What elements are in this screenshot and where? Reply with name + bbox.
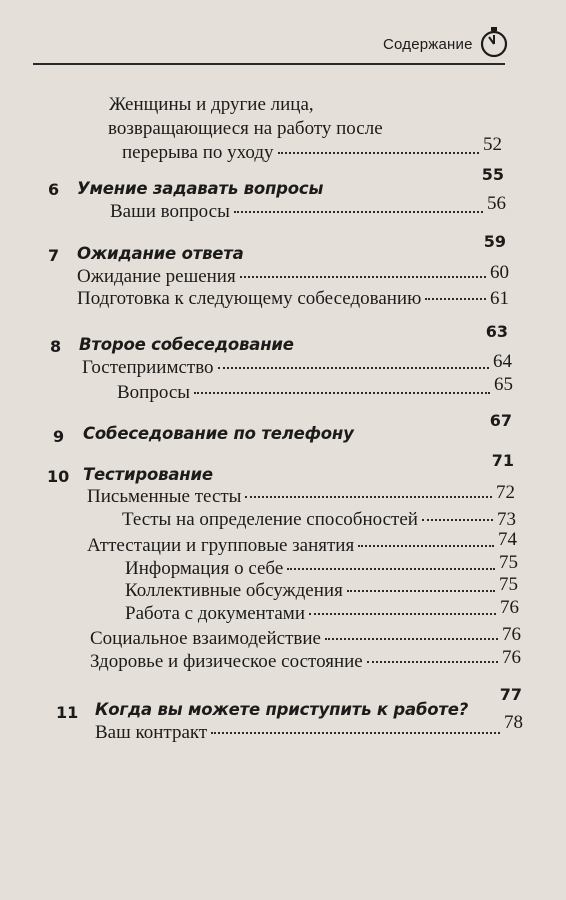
toc-entry: [87, 529, 517, 557]
chapter-title: Второе собеседование: [79, 335, 294, 354]
toc-entry-text: Работа с документами: [125, 603, 305, 624]
toc-entry-text: Информация о себе: [125, 558, 284, 579]
toc-entry-text: Вопросы: [117, 382, 191, 403]
toc-entry-text: Гостеприимство: [82, 357, 214, 378]
chapter-page-number: 55: [481, 165, 504, 184]
toc-entry-text: возвращающиеся на работу после: [108, 118, 383, 139]
toc-leader-dots: [425, 298, 486, 300]
toc-entry-text: Ваш контракт: [95, 722, 208, 743]
toc-page-number: 65: [494, 374, 513, 395]
toc-entry-text: Подготовка к следующему собеседованию: [77, 288, 422, 309]
toc-entry: [125, 597, 519, 625]
chapter-number: 10: [47, 467, 70, 486]
toc-entry-text: Ожидание решения: [77, 266, 236, 287]
chapter-title: Тестирование: [83, 465, 213, 484]
toc-page-number: 76: [500, 597, 519, 618]
toc-leader-dots: [245, 496, 492, 498]
toc-entry: [110, 193, 506, 223]
toc-page-number: 72: [496, 482, 515, 503]
chapter-title: Когда вы можете приступить к работе?: [95, 700, 469, 719]
toc-leader-dots: [422, 519, 493, 521]
chapter-title: Собеседование по телефону: [83, 424, 354, 443]
toc-page-number: 75: [499, 552, 518, 573]
toc-entry: [82, 351, 512, 379]
chapter-title: Умение задавать вопросы: [77, 179, 324, 198]
toc-entry-text: Письменные тесты: [87, 486, 242, 507]
toc-page-number: 52: [483, 134, 502, 155]
toc-page-number: 73: [497, 509, 516, 530]
toc-leader-dots: [287, 568, 495, 570]
toc-entry: [90, 624, 521, 650]
chapter-number: 8: [50, 337, 62, 356]
toc-leader-dots: [211, 732, 500, 734]
toc-entry-text: Коллективные обсуждения: [125, 580, 343, 601]
toc-entry: [77, 288, 509, 310]
toc-page-number: 60: [490, 262, 509, 283]
toc-leader-dots: [347, 590, 495, 592]
chapter-page-number: 59: [483, 232, 506, 251]
toc-leader-dots: [278, 152, 479, 154]
toc-leader-dots: [325, 638, 498, 640]
toc-entry: [122, 509, 516, 531]
toc-leader-dots: [309, 613, 496, 615]
toc-leader-dots: [194, 392, 490, 394]
chapter-title: Ожидание ответа: [77, 244, 244, 263]
toc-page-number: 75: [499, 574, 518, 595]
toc-leader-dots: [218, 367, 489, 369]
toc-entry: [125, 574, 518, 602]
toc-page-number: 76: [502, 624, 521, 645]
toc-page-number: 56: [487, 193, 506, 214]
toc-entry: [125, 552, 518, 580]
toc-page-number: 61: [490, 288, 509, 309]
chapter-number: 6: [48, 180, 60, 199]
toc-page-number: 74: [498, 529, 517, 550]
toc-entry-text: Социальное взаимодействие: [90, 628, 321, 649]
chapter-number: 7: [48, 246, 60, 265]
chapter-page-number: 71: [491, 451, 514, 470]
page-header-title: Содержание: [383, 36, 473, 53]
toc-page-number: 76: [502, 647, 521, 668]
toc-page-number: 64: [493, 351, 512, 372]
chapter-page-number: 77: [499, 685, 522, 704]
toc-entry: [117, 374, 513, 404]
toc-entry-text: перерыва по уходу: [122, 142, 274, 163]
toc-page-number: 78: [504, 712, 523, 733]
toc-entry: [90, 647, 521, 673]
toc-leader-dots: [234, 211, 483, 213]
toc-entry-text: Тесты на определение способностей: [122, 509, 418, 530]
toc-leader-dots: [358, 545, 494, 547]
toc-entry-text: Ваши вопросы: [110, 201, 230, 222]
toc-entry: [77, 262, 509, 288]
toc-leader-dots: [367, 661, 498, 663]
toc-entry: [87, 482, 515, 508]
toc-leader-dots: [240, 276, 486, 278]
toc-entry-text: Здоровье и физическое состояние: [90, 651, 363, 672]
chapter-page-number: 63: [485, 322, 508, 341]
toc-entry: [95, 712, 523, 744]
toc-entry-text: Аттестации и групповые занятия: [87, 535, 355, 556]
chapter-number: 11: [56, 703, 79, 722]
chapter-number: 9: [53, 427, 65, 446]
toc-entry-text: Женщины и другие лица,: [109, 94, 314, 115]
chapter-page-number: 67: [489, 411, 512, 430]
toc-entry: [122, 134, 502, 164]
